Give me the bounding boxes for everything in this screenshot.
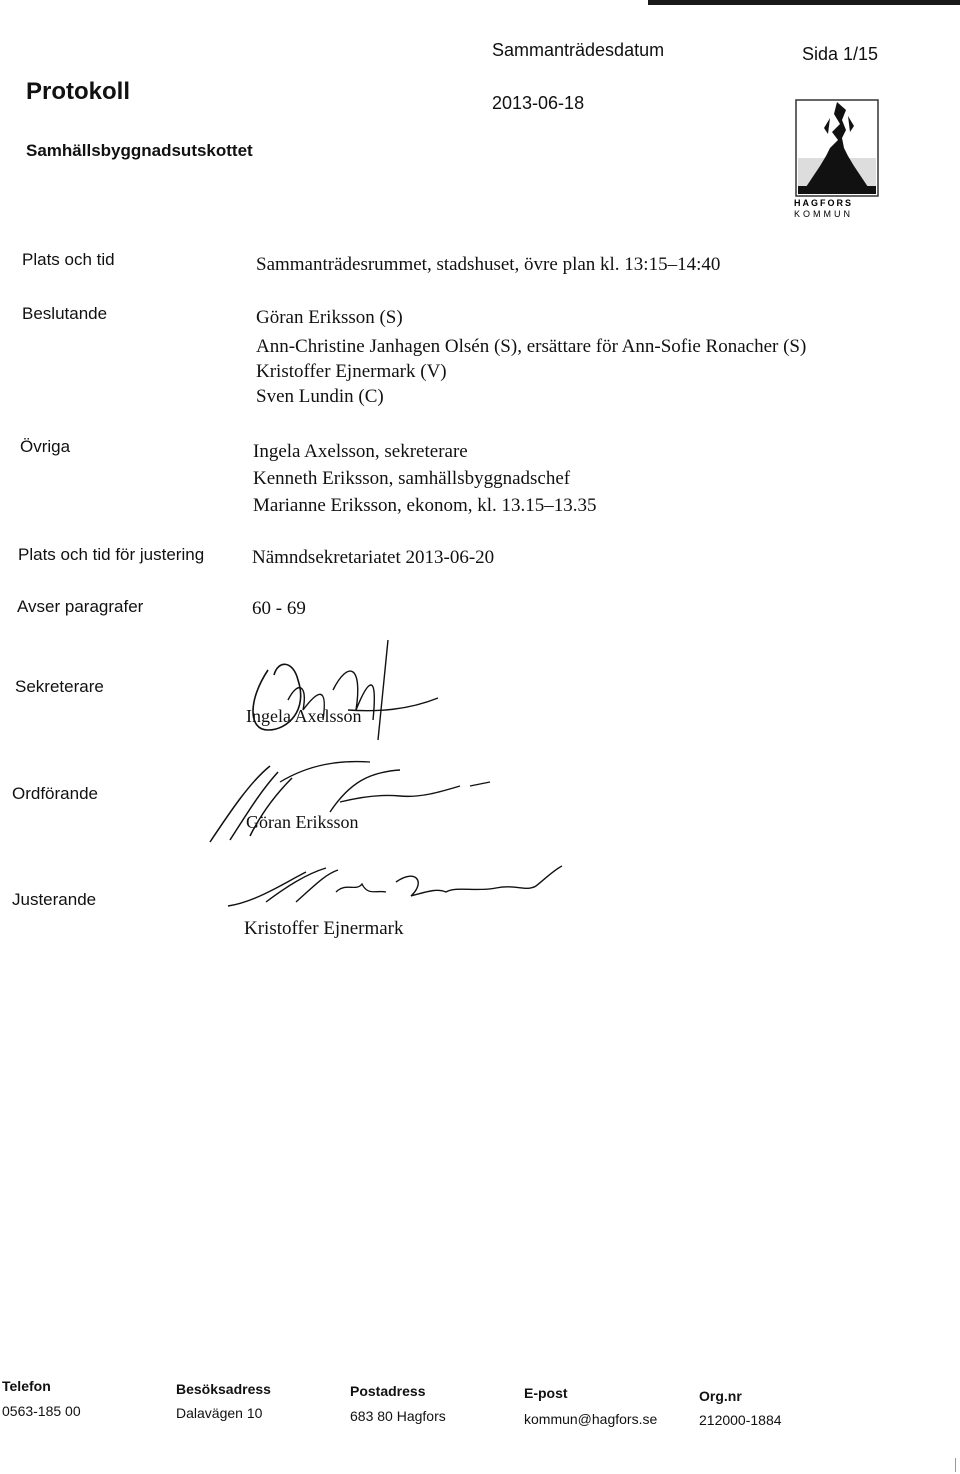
- footer-label-postadress: Postadress: [350, 1383, 426, 1399]
- printed-name-sekreterare: Ingela Axelsson: [246, 706, 362, 726]
- label-sekreterare: Sekreterare: [15, 677, 104, 696]
- label-justerande: Justerande: [12, 890, 97, 909]
- value-plats-och-tid: Sammanträdesrummet, stadshuset, övre plan kl. 13:15–14:40: [256, 254, 721, 275]
- ovriga-item: Marianne Eriksson, ekonom, kl. 13.15–13.35: [253, 495, 597, 516]
- label-ordforande: Ordförande: [12, 784, 98, 803]
- printed-name-ordforande: Göran Eriksson: [246, 812, 359, 832]
- label-justering: Plats och tid för justering: [18, 545, 205, 564]
- value-paragrafer: 60 - 69: [252, 598, 306, 619]
- footer-value-besoksadress: Dalavägen 10: [176, 1405, 263, 1421]
- label-paragrafer: Avser paragrafer: [17, 597, 144, 616]
- footer-value-telefon: 0563-185 00: [2, 1403, 81, 1419]
- top-edge-line: [648, 0, 960, 5]
- logo-text-kommun: KOMMUN: [794, 209, 853, 219]
- footer-label-orgnr: Org.nr: [699, 1388, 742, 1404]
- signature-ordforande: [200, 752, 500, 848]
- signature-sekreterare: [238, 630, 448, 750]
- committee-name: Samhällsbyggnadsutskottet: [26, 141, 253, 160]
- signature-justerande: [226, 862, 566, 918]
- footer-value-epost: kommun@hagfors.se: [524, 1411, 658, 1427]
- footer-label-besoksadress: Besöksadress: [176, 1381, 271, 1397]
- meeting-date: 2013-06-18: [492, 93, 585, 113]
- printed-name-justerande: Kristoffer Ejnermark: [244, 918, 404, 939]
- footer-label-telefon: Telefon: [2, 1378, 51, 1394]
- footer-label-epost: E-post: [524, 1385, 568, 1401]
- label-ovriga: Övriga: [20, 437, 71, 456]
- ovriga-item: Ingela Axelsson, sekreterare: [253, 441, 468, 462]
- ovriga-item: Kenneth Eriksson, samhällsbyggnadschef: [253, 468, 571, 489]
- beslutande-item: Sven Lundin (C): [256, 386, 384, 407]
- hagfors-kommun-logo: [790, 98, 880, 228]
- beslutande-item: Göran Eriksson (S): [256, 307, 403, 328]
- beslutande-item: Kristoffer Ejnermark (V): [256, 361, 447, 382]
- document-title: Protokoll: [26, 78, 131, 105]
- meeting-date-label: Sammanträdesdatum: [492, 40, 665, 60]
- page-number: Sida 1/15: [802, 44, 879, 64]
- label-beslutande: Beslutande: [22, 304, 108, 323]
- beslutande-item: Ann-Christine Janhagen Olsén (S), ersättare för Ann-Sofie Ronacher (S): [256, 336, 807, 357]
- footer-value-postadress: 683 80 Hagfors: [350, 1408, 446, 1424]
- footer-value-orgnr: 212000-1884: [699, 1412, 782, 1428]
- value-justering: Nämndsekretariatet 2013-06-20: [252, 547, 495, 568]
- scan-edge-mark: [955, 1458, 956, 1472]
- label-plats-och-tid: Plats och tid: [22, 250, 115, 269]
- logo-text-hagfors: HAGFORS: [794, 198, 853, 208]
